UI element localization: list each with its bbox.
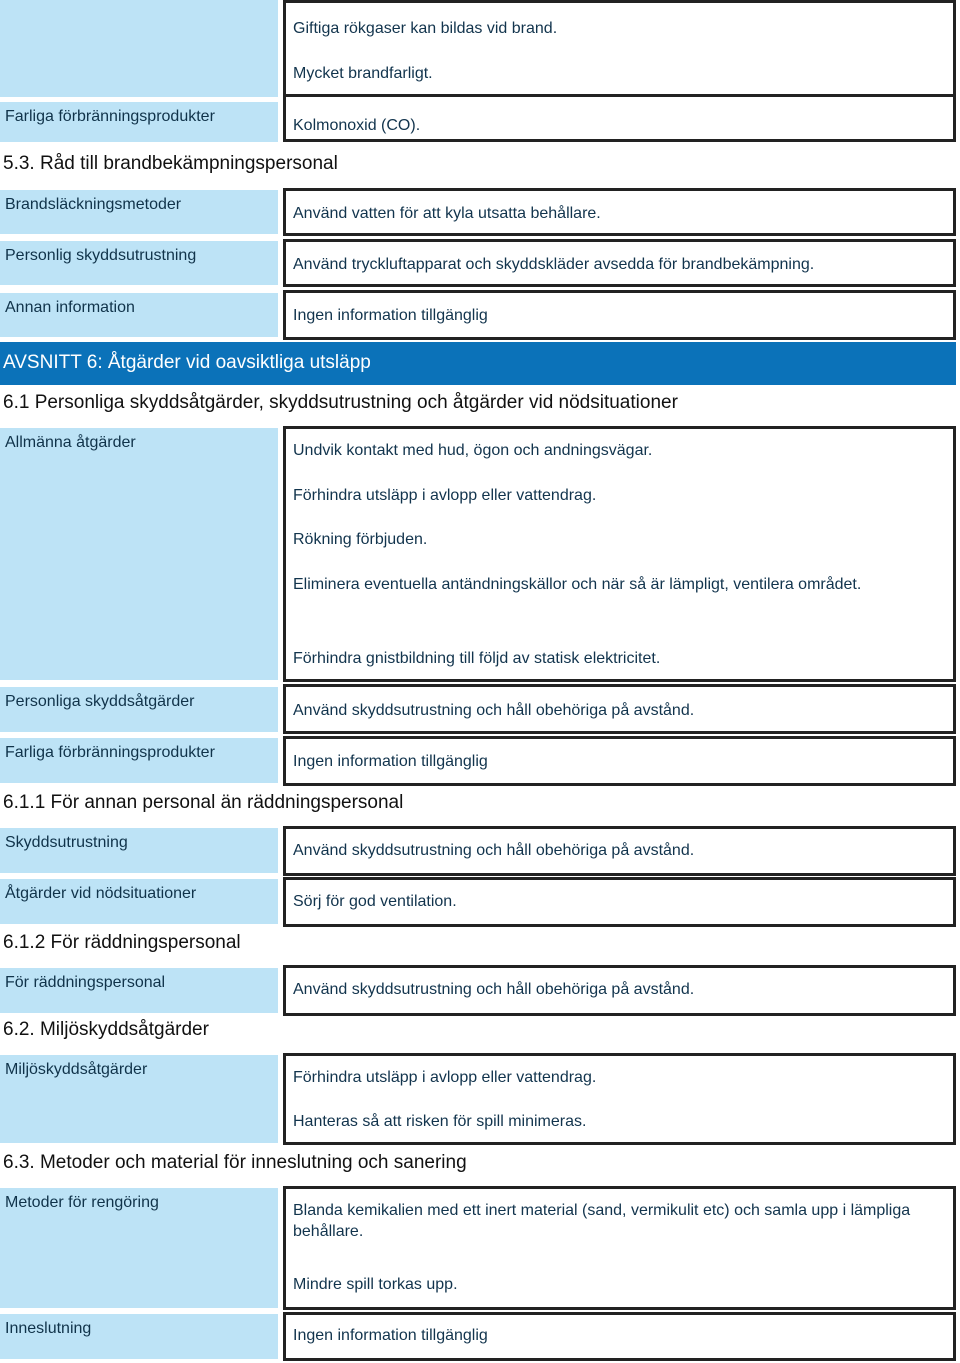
value-cell [283,1053,956,1145]
label-cell: Miljöskyddsåtgärder [0,1055,278,1143]
value-text: Ingen information tillgänglig [293,753,488,770]
label-cell: Farliga förbränningsprodukter [0,738,278,783]
value-text: Använd vatten för att kyla utsatta behållare. [293,205,601,222]
value-text: Eliminera eventuella antändningskällor och när så är lämpligt, ventilera området. [293,576,862,593]
subsection-title: 6.3. Metoder och material för inneslutning och sanering [3,1152,467,1173]
value-text: Mycket brandfarligt. [293,65,433,82]
value-text: Förhindra utsläpp i avlopp eller vattendrag. [293,1069,597,1086]
label-cell: Allmänna åtgärder [0,428,278,680]
label-cell-blank [0,0,278,97]
label-cell: Åtgärder vid nödsituationer [0,879,278,924]
label-cell: Personliga skyddsåtgärder [0,687,278,732]
value-text: Använd skyddsutrustning och håll obehöriga på avstånd. [293,702,695,719]
value-text: Kolmonoxid (CO). [293,117,421,134]
subsection-title: 5.3. Råd till brandbekämpningspersonal [3,153,338,174]
subsection-title: 6.1 Personliga skyddsåtgärder, skyddsutrustning och åtgärder vid nödsituationer [3,392,678,413]
value-text: Ingen information tillgänglig [293,307,488,324]
value-text: Använd skyddsutrustning och håll obehöriga på avstånd. [293,842,695,859]
value-text: Förhindra gnistbildning till följd av statisk elektricitet. [293,650,661,667]
value-text: Mindre spill torkas upp. [293,1276,458,1293]
value-text: Undvik kontakt med hud, ögon och andningsvägar. [293,442,653,459]
subsection-title: 6.2. Miljöskyddsåtgärder [3,1019,209,1040]
label-cell: Metoder för rengöring [0,1188,278,1308]
label-cell: Brandsläckningsmetoder [0,190,278,234]
subsection-title: 6.1.1 För annan personal än räddningspersonal [3,792,404,813]
label-cell: Skyddsutrustning [0,828,278,873]
subsection-title: 6.1.2 För räddningspersonal [3,932,241,953]
section-header: AVSNITT 6: Åtgärder vid oavsiktliga utsläpp [0,342,956,385]
label-cell: Farliga förbränningsprodukter [0,102,278,142]
value-text: Hanteras så att risken för spill minimeras. [293,1113,587,1130]
value-text: Giftiga rökgaser kan bildas vid brand. [293,20,558,37]
value-text: Sörj för god ventilation. [293,893,457,910]
value-text: Blanda kemikalien med ett inert material (sand, vermikulit etc) och samla upp i lämpliga behållare. [293,1202,911,1240]
value-cell [283,426,956,682]
label-cell: För räddningspersonal [0,968,278,1013]
value-text: Använd skyddsutrustning och håll obehöriga på avstånd. [293,981,695,998]
value-text: Förhindra utsläpp i avlopp eller vattendrag. [293,487,597,504]
label-cell: Personlig skyddsutrustning [0,241,278,285]
label-cell: Inneslutning [0,1314,278,1359]
value-text: Ingen information tillgänglig [293,1327,488,1344]
label-cell: Annan information [0,293,278,337]
value-text: Använd tryckluftapparat och skyddskläder avsedda för brandbekämpning. [293,256,815,273]
value-text: Rökning förbjuden. [293,531,428,548]
